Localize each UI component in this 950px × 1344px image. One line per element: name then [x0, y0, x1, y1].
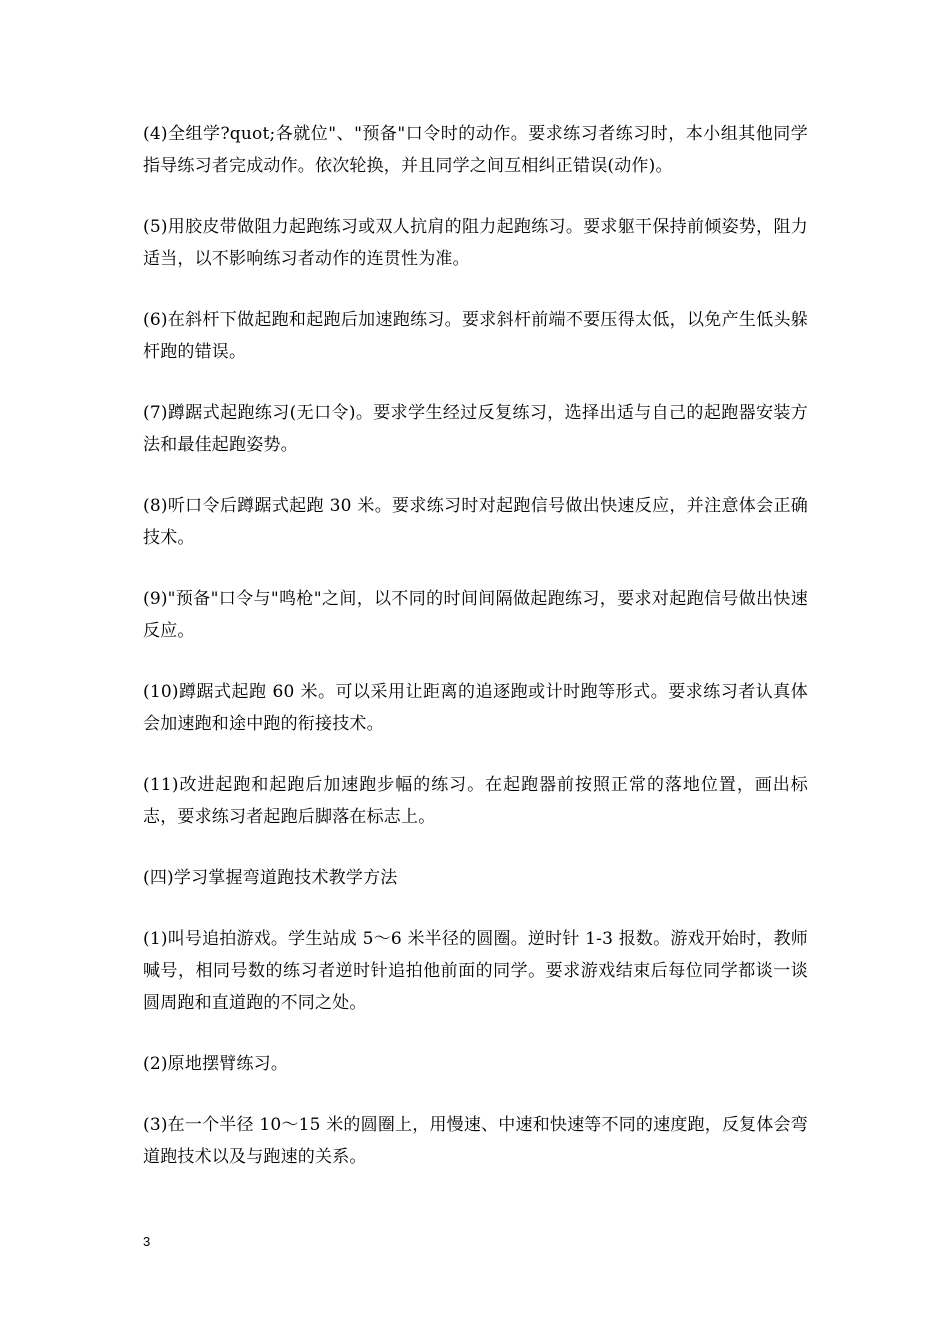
paragraph-5: (5)用胶皮带做阻力起跑练习或双人抗肩的阻力起跑练习。要求躯干保持前倾姿势，阻力适当，以不影响练习者动作的连贯性为准。: [143, 217, 808, 269]
curve-paragraph-2: (2)原地摆臂练习。: [143, 1054, 289, 1074]
paragraph-7: (7)蹲踞式起跑练习(无口令)。要求学生经过反复练习，选择出适与自己的起跑器安装方法和最佳起跑姿势。: [143, 403, 808, 455]
paragraph-11: (11)改进起跑和起跑后加速跑步幅的练习。在起跑器前按照正常的落地位置，画出标志，要求练习者起跑后脚落在标志上。: [143, 775, 808, 827]
paragraph-10: (10)蹲踞式起跑 60 米。可以采用让距离的追逐跑或计时跑等形式。要求练习者认真体会加速跑和途中跑的衔接技术。: [143, 682, 808, 734]
page-number: 3: [143, 1234, 151, 1249]
curve-paragraph-1: (1)叫号追拍游戏。学生站成 5～6 米半径的圆圈。逆时针 1-3 报数。游戏开始时，教师喊号，相同号数的练习者逆时针追拍他前面的同学。要求游戏结束后每位同学都谈一谈圆周跑和直道跑的不同之处。: [143, 929, 808, 1013]
curve-paragraph-3: (3)在一个半径 10～15 米的圆圈上，用慢速、中速和快速等不同的速度跑，反复体会弯道跑技术以及与跑速的关系。: [143, 1115, 808, 1167]
paragraph-9: (9)"预备"口令与"鸣枪"之间，以不同的时间间隔做起跑练习，要求对起跑信号做出快速反应。: [143, 589, 808, 641]
paragraph-8: (8)听口令后蹲踞式起跑 30 米。要求练习时对起跑信号做出快速反应，并注意体会正确技术。: [143, 496, 808, 548]
section-heading: (四)学习掌握弯道跑技术教学方法: [143, 868, 398, 888]
paragraph-4: (4)全组学?quot;各就位"、"预备"口令时的动作。要求练习者练习时，本小组其他同学指导练习者完成动作。依次轮换，并且同学之间互相纠正错误(动作)。: [143, 124, 808, 176]
document-body: [143, 118, 808, 1202]
paragraph-6: (6)在斜杆下做起跑和起跑后加速跑练习。要求斜杆前端不要压得太低，以免产生低头躲杆跑的错误。: [143, 310, 808, 362]
